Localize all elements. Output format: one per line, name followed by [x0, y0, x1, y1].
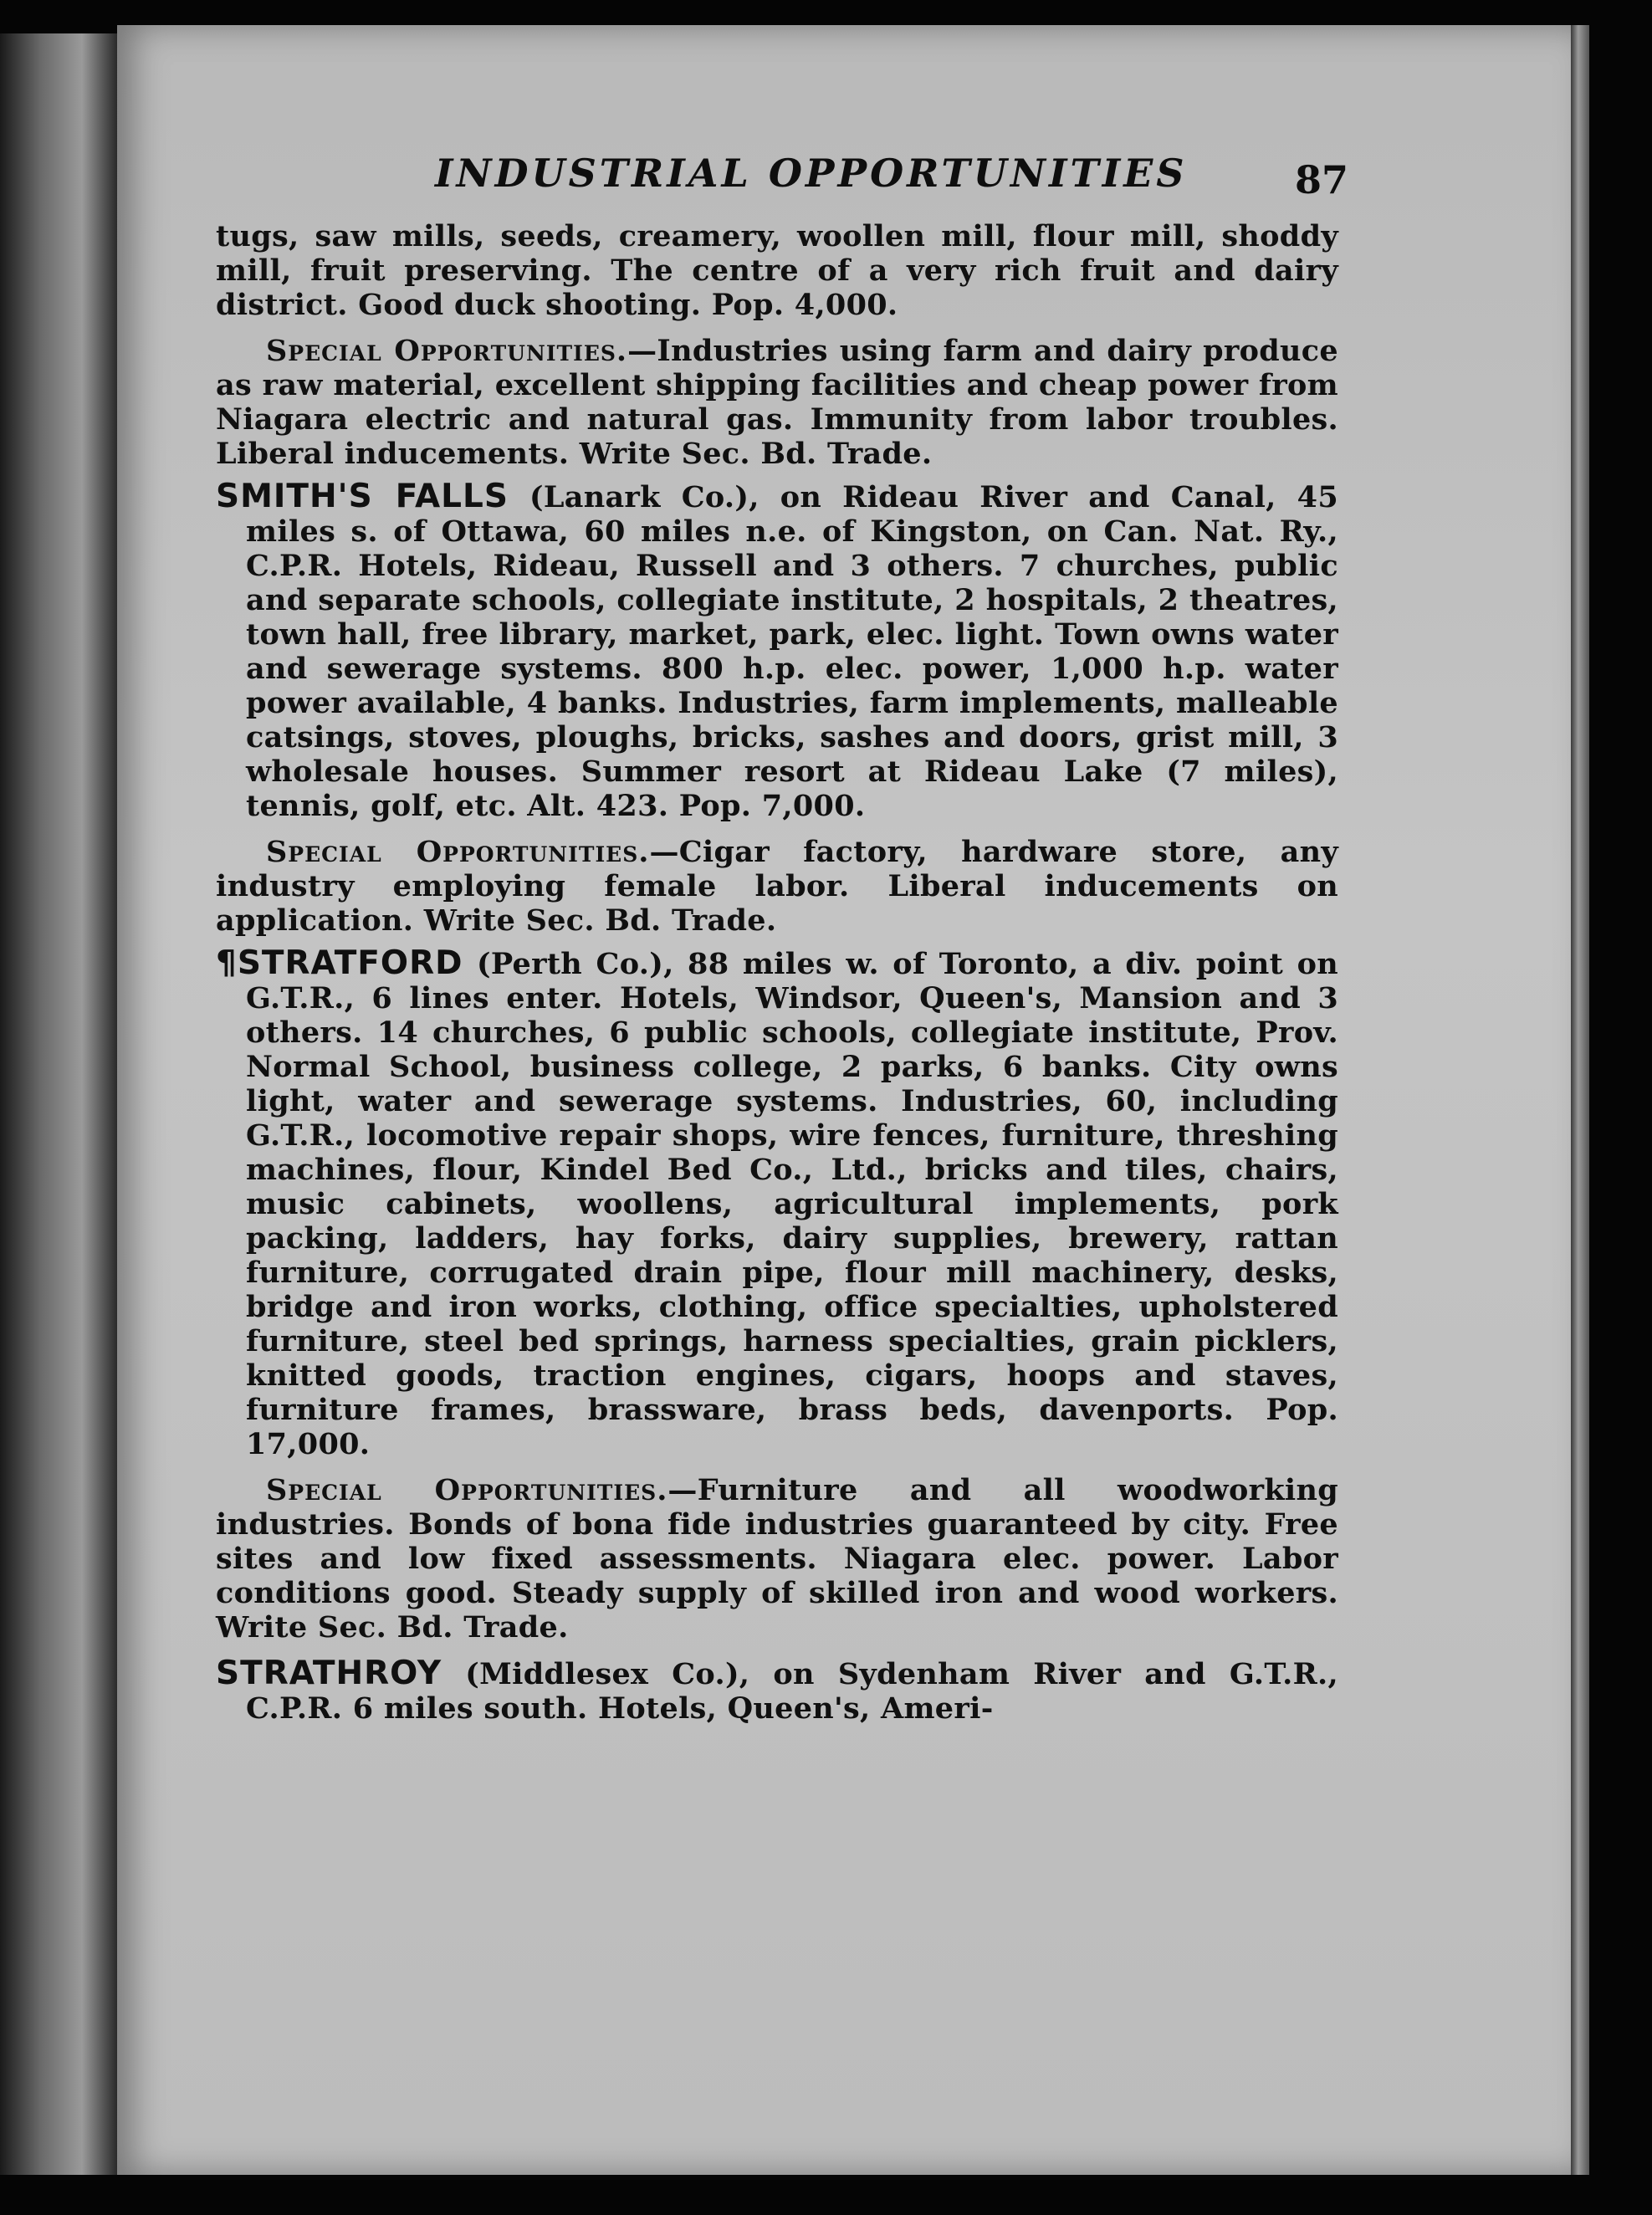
- section-heading: Special Opportunities.: [266, 835, 650, 869]
- paragraph-text: —Industries using farm and dairy produce as raw material, excellent shipping facilities and cheap power from Niagara electric and natural gas. Immunity from labor troubles. Liberal inducements. Write Sec. Bd. Trade.: [216, 334, 1338, 471]
- paragraph-continued: tugs, saw mills, seeds, creamery, woollen mill, flour mill, shoddy mill, fruit preserving. The centre of a very rich fruit and dairy district. Good duck shooting. Pop. 4,000.: [216, 219, 1338, 322]
- town-description: (Perth Co.), 88 miles w. of Toronto, a div. point on G.T.R., 6 lines enter. Hotels, Windsor, Queen's, Mansion and 3 others. 14 churches, 6 public schools, collegiate institute, Prov. Normal School, business college, 2 parks, 6 banks. City owns light, water and sewerage systems. Industries, 60, including G.T.R., locomotive repair shops, wire fences, furniture, threshing machines, flour, Kindel Bed Co., Ltd., bricks and tiles, chairs, music cabinets, woollens, agricultural implements, pork packing, ladders, hay forks, dairy supplies, brewery, rattan furniture, corrugated drain pipe, flour mill machinery, desks, bridge and iron works, clothing, office specialties, upholstered furniture, steel bed springs, harness specialties, grain picklers, knitted goods, traction engines, cigars, hoops and staves, furniture frames, brassware, brass beds, davenports. Pop. 17,000.: [246, 947, 1338, 1461]
- facing-page-edge: [0, 33, 117, 2175]
- paragraph-text: —Furniture and all woodworking industries. Bonds of bona fide industries guaranteed by city. Free sites and low fixed assessments. Niagara elec. power. Labor conditions good. Steady supply of skilled iron and wood workers. Write Sec. Bd. Trade.: [216, 1473, 1338, 1645]
- town-name: ¶STRATFORD: [216, 944, 463, 982]
- page-body: [216, 219, 1338, 1726]
- town-entry-stratford: [216, 946, 1338, 1461]
- running-head: INDUSTRIAL OPPORTUNITIES: [435, 151, 1188, 196]
- town-description: (Lanark Co.), on Rideau River and Canal, 45 miles s. of Ottawa, 60 miles n.e. of Kingston, on Can. Nat. Ry., C.P.R. Hotels, Rideau, Russell and 3 others. 7 churches, public and separate schools, collegiate institute, 2 hospitals, 2 theatres, town hall, free library, market, park, elec. light. Town owns water and sewerage systems. 800 h.p. elec. power, 1,000 h.p. water power available, 4 banks. Industries, farm implements, malleable catsings, stoves, ploughs, bricks, sashes and doors, grist mill, 3 wholesale houses. Summer resort at Rideau Lake (7 miles), tennis, golf, etc. Alt. 423. Pop. 7,000.: [246, 480, 1338, 823]
- town-description: (Middlesex Co.), on Sydenham River and G.T.R., C.P.R. 6 miles south. Hotels, Queen's, Ameri-: [246, 1657, 1338, 1726]
- town-name: STRATHROY: [216, 1655, 442, 1692]
- page-number: 87: [1295, 157, 1349, 202]
- town-name: SMITH'S FALLS: [216, 478, 509, 515]
- section-heading: Special Opportunities.: [266, 1473, 668, 1507]
- special-opportunities-paragraph: [216, 1473, 1338, 1645]
- special-opportunities-paragraph: [216, 835, 1338, 938]
- special-opportunities-paragraph: [216, 334, 1338, 471]
- town-entry-strathroy: [216, 1656, 1338, 1726]
- section-heading: Special Opportunities.: [266, 334, 628, 368]
- page-edge-shadow: [1571, 25, 1589, 2175]
- paragraph-text: —Cigar factory, hardware store, any industry employing female labor. Liberal inducements on application. Write Sec. Bd. Trade.: [216, 835, 1338, 938]
- town-entry-smiths-falls: [216, 479, 1338, 823]
